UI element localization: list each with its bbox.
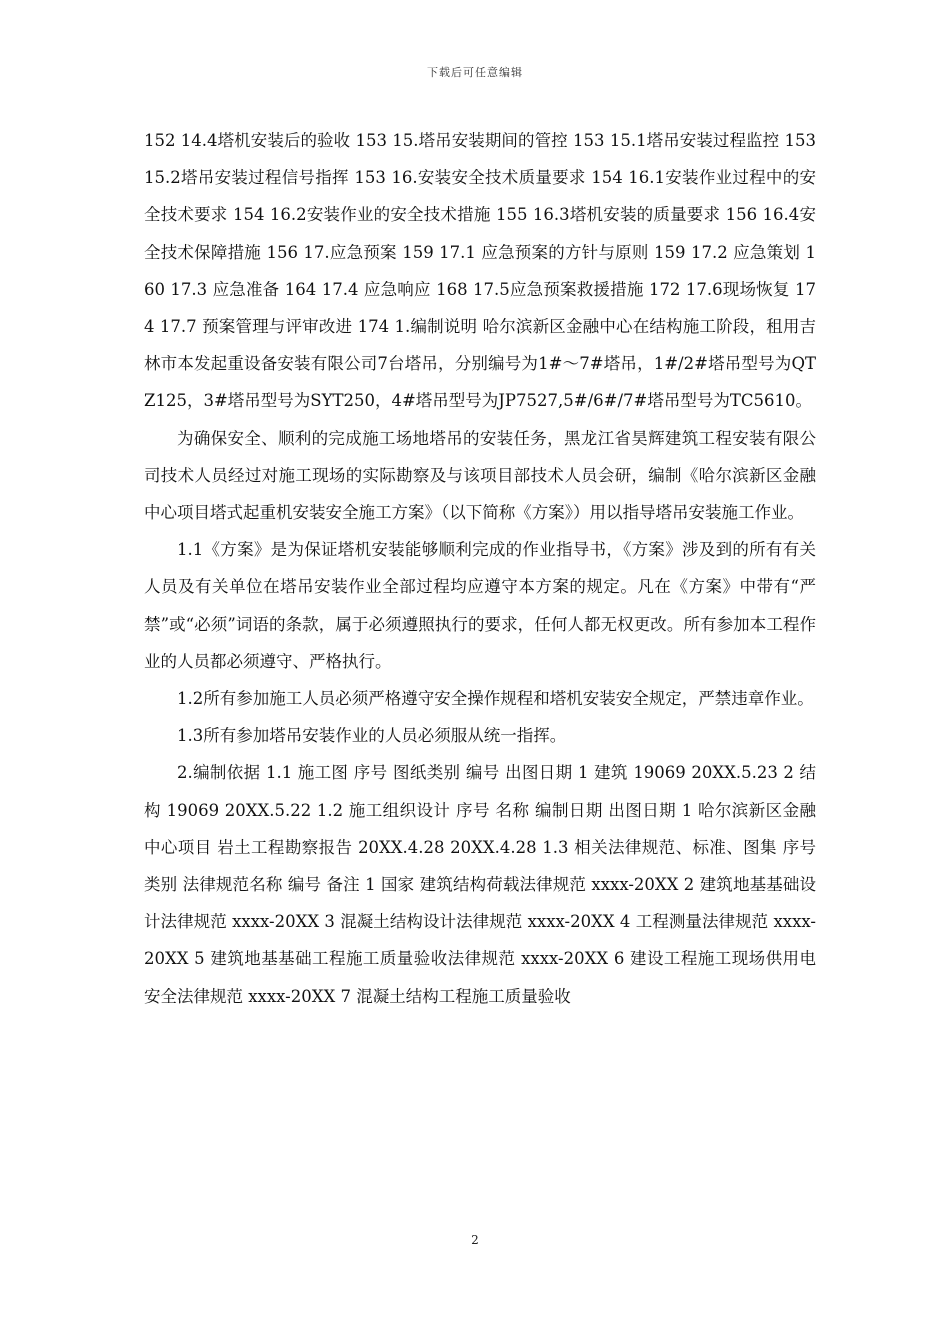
page-header: 下载后可任意编辑 (427, 66, 523, 79)
paragraph-toc-and-intro: 152 14.4塔机安装后的验收 153 15.塔吊安装期间的管控 153 15.1塔吊安装过程监控 153 15.2塔吊安装过程信号指挥 153 16.安装安全技术质量要求 154 16.1安装作业过程中的安全技术要求 154 16.2安装作业的安全技术措施 155 16.3塔机安装的质量要求 156 16.4安全技术保障措施 156 17.应急预案 159 17.1 应急预案的方针与原则 159 17.2 应急策划 160 17.3 应急准备 164 17.4 应急响应 168 17.5应急预案救援措施 172 17.6现场恢复 174 17.7 预案管理与评审改进 174 1.编制说明 哈尔滨新区金融中心在结构施工阶段，租用吉林市本发起重设备安装有限公司7台塔吊，分别编号为1#～7#塔吊，1#/2#塔吊型号为QTZ125，3#塔吊型号为SYT250，4#塔吊型号为JP7527,5#/6#/7#塔吊型号为TC5610。 (144, 131, 816, 411)
page-number: 2 (471, 1233, 479, 1247)
paragraph-purpose: 为确保安全、顺利的完成施工场地塔吊的安装任务，黑龙江省昊辉建筑工程安装有限公司技术人员经过对施工现场的实际勘察及与该项目部技术人员会研，编制《哈尔滨新区金融中心项目塔式起重机安装安全施工方案》（以下简称《方案》）用以指导塔吊安装施工作业。 (144, 428, 816, 523)
paragraph-1-2: 1.2所有参加施工人员必须严格遵守安全操作规程和塔机安装安全规定，严禁违章作业。 (177, 689, 814, 709)
paragraph-1-1: 1.1《方案》是为保证塔机安装能够顺利完成的作业指导书，《方案》涉及到的所有有关人员及有关单位在塔吊安装作业全部过程均应遵守本方案的规定。凡在《方案》中带有“严禁”或“必须”词语的条款，属于必须遵照执行的要求，任何人都无权更改。所有参加本工程作业的人员都必须遵守、严格执行。 (144, 540, 816, 671)
document-body (144, 122, 816, 1015)
paragraph-basis: 2.编制依据 1.1 施工图 序号 图纸类别 编号 出图日期 1 建筑 19069 20XX.5.23 2 结构 19069 20XX.5.22 1.2 施工组织设计 序号 名称 编制日期 出图日期 1 哈尔滨新区金融中心项目 岩土工程勘察报告 20XX.4.28 20XX.4.28 1.3 相关法律规范、标准、图集 序号 类别 法律规范名称 编号 备注 1 国家 建筑结构荷载法律规范 xxxx-20XX 2 建筑地基基础设计法律规范 xxxx-20XX 3 混凝土结构设计法律规范 xxxx-20XX 4 工程测量法律规范 xxxx-20XX 5 建筑地基基础工程施工质量验收法律规范 xxxx-20XX 6 建设工程施工现场供用电安全法律规范 xxxx-20XX 7 混凝土结构工程施工质量验收 (144, 763, 816, 1006)
paragraph-1-3: 1.3所有参加塔吊安装作业的人员必须服从统一指挥。 (177, 726, 567, 746)
